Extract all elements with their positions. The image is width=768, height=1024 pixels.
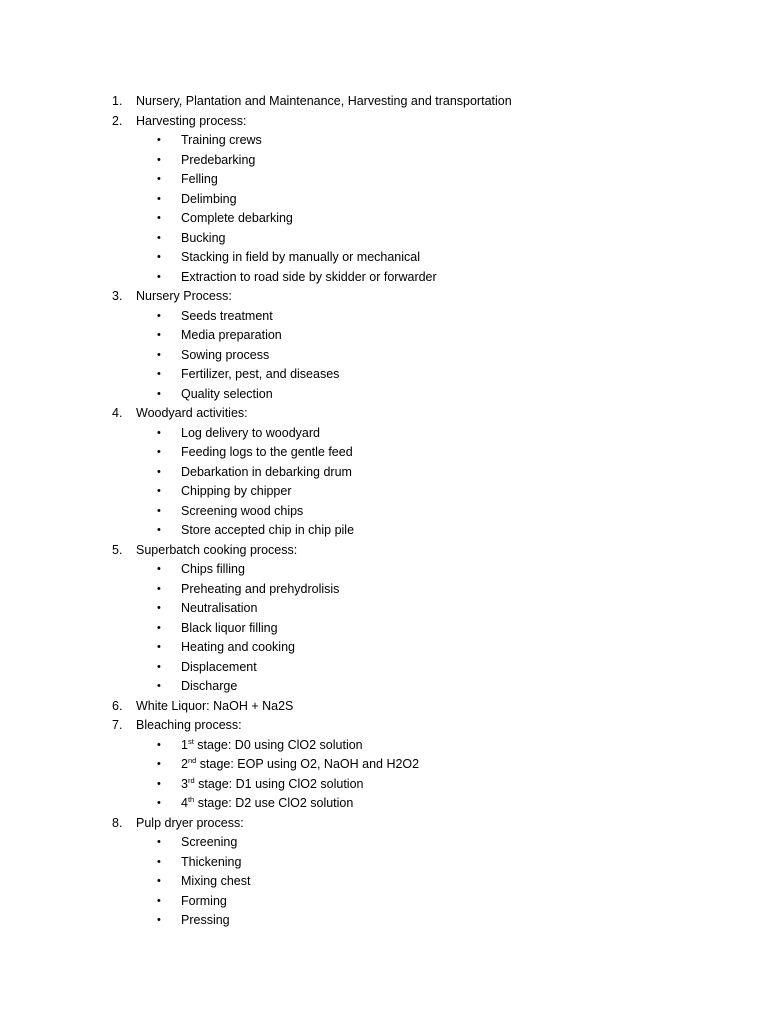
item-number: 7. — [112, 718, 123, 732]
bullet-text: Seeds treatment — [181, 308, 273, 323]
stage-suffix: st — [187, 736, 194, 746]
numbered-item — [0, 697, 768, 717]
bullet-text: Screening wood chips — [181, 503, 304, 518]
stage-description: stage: EOP using O2, NaOH and H2O2 — [196, 757, 420, 771]
bullet-text: Pressing — [181, 913, 230, 927]
item-title: Nursery Process: — [136, 289, 232, 303]
bullet-item — [0, 326, 768, 346]
bullet-item — [0, 365, 768, 385]
bullet-text: Felling — [181, 172, 218, 186]
bullet-icon: • — [157, 270, 161, 283]
bullet-icon: • — [157, 641, 161, 653]
stage-suffix: nd — [187, 755, 197, 765]
stage-ordinal: 1 — [181, 737, 188, 752]
bullet-item — [0, 502, 768, 522]
stage-description: stage: D0 using ClO2 solution — [193, 737, 363, 752]
bullet-text: Media preparation — [181, 328, 282, 342]
bullet-text — [181, 775, 363, 795]
item-number: 4. — [112, 406, 123, 420]
bullet-text: Store accepted chip in chip pile — [181, 523, 355, 537]
bullet-item — [0, 482, 768, 502]
bullet-text: Black liquor filling — [181, 620, 278, 635]
bullet-text — [181, 794, 353, 814]
bullet-item — [0, 424, 768, 444]
bullet-icon: • — [157, 426, 161, 439]
bullet-text: Preheating and prehydrolisis — [181, 581, 340, 596]
bullet-item — [0, 131, 768, 151]
bullet-icon: • — [157, 387, 161, 400]
item-title: Superbatch cooking process: — [136, 542, 298, 557]
bullet-icon: • — [157, 329, 161, 341]
bullet-text: Heating and cooking — [181, 640, 295, 654]
bullet-icon: • — [157, 758, 161, 770]
bullet-item — [0, 580, 768, 600]
item-number: 6. — [112, 698, 123, 713]
bullet-icon: • — [157, 173, 161, 185]
bullet-item — [0, 892, 768, 912]
bullet-text: Predebarking — [181, 152, 256, 167]
item-title: Harvesting process: — [136, 113, 247, 128]
item-number: 3. — [112, 289, 123, 303]
bullet-item — [0, 619, 768, 639]
bullet-item — [0, 775, 768, 795]
bullet-text: Thickening — [181, 854, 242, 869]
bullet-icon: • — [157, 251, 161, 263]
bullet-text: Feeding logs to the gentle feed — [181, 445, 353, 459]
bullet-icon: • — [157, 894, 161, 907]
bullet-text: Quality selection — [181, 386, 273, 401]
bullet-icon: • — [157, 563, 161, 575]
bullet-icon: • — [157, 660, 161, 673]
bullet-item — [0, 833, 768, 853]
item-title: Woodyard activities: — [136, 406, 248, 420]
bullet-icon: • — [157, 368, 161, 380]
bullet-item — [0, 599, 768, 619]
bullet-item — [0, 853, 768, 873]
bullet-icon: • — [157, 582, 161, 595]
bullet-item — [0, 560, 768, 580]
bullet-icon: • — [157, 875, 161, 887]
bullet-text: Forming — [181, 893, 227, 908]
bullet-icon: • — [157, 836, 161, 848]
item-number: 5. — [112, 542, 123, 557]
bullet-text: Stacking in field by manually or mechanical — [181, 250, 421, 264]
bullet-icon: • — [157, 192, 161, 205]
bullet-item — [0, 736, 768, 756]
bullet-text — [181, 755, 419, 775]
bullet-item — [0, 677, 768, 697]
bullet-text: Bucking — [181, 230, 226, 245]
stage-description: stage: D2 use ClO2 solution — [194, 796, 354, 810]
numbered-item — [0, 92, 768, 112]
bullet-icon: • — [157, 524, 161, 536]
bullet-item — [0, 229, 768, 249]
bullet-item — [0, 307, 768, 327]
bullet-icon: • — [157, 485, 161, 497]
bullet-text: Delimbing — [181, 191, 237, 206]
bullet-item — [0, 658, 768, 678]
bullet-item — [0, 872, 768, 892]
item-title: Bleaching process: — [136, 718, 242, 732]
bullet-text: Displacement — [181, 659, 257, 674]
stage-description: stage: D1 using ClO2 solution — [194, 776, 364, 791]
item-title: Nursery, Plantation and Maintenance, Harvesting and transportation — [136, 94, 512, 108]
bullet-icon: • — [157, 621, 161, 634]
bullet-text — [181, 736, 363, 756]
bullet-icon: • — [157, 348, 161, 361]
bullet-item — [0, 190, 768, 210]
bullet-icon: • — [157, 738, 161, 751]
item-title: White Liquor: NaOH + Na2S — [136, 698, 294, 713]
bullet-icon: • — [157, 797, 161, 809]
numbered-item — [0, 716, 768, 736]
bullet-text: Debarkation in debarking drum — [181, 464, 352, 479]
bullet-text: Extraction to road side by skidder or forwarder — [181, 269, 437, 284]
bullet-icon: • — [157, 855, 161, 868]
bullet-icon: • — [157, 153, 161, 166]
bullet-icon: • — [157, 309, 161, 322]
bullet-item — [0, 794, 768, 814]
bullet-item — [0, 463, 768, 483]
bullet-text: Chips filling — [181, 562, 245, 576]
bullet-text: Mixing chest — [181, 874, 251, 888]
bullet-icon: • — [157, 680, 161, 692]
bullet-text: Complete debarking — [181, 211, 293, 225]
bullet-item — [0, 638, 768, 658]
bullet-item — [0, 755, 768, 775]
bullet-text: Sowing process — [181, 347, 270, 362]
bullet-icon: • — [157, 231, 161, 244]
bullet-item — [0, 911, 768, 931]
bullet-icon: • — [157, 446, 161, 458]
bullet-text: Training crews — [181, 133, 262, 147]
bullet-item — [0, 346, 768, 366]
stage-ordinal: 4 — [181, 796, 188, 810]
bullet-icon: • — [157, 504, 161, 517]
bullet-text: Log delivery to woodyard — [181, 425, 320, 440]
bullet-icon: • — [157, 602, 161, 614]
numbered-item — [0, 112, 768, 132]
bullet-item — [0, 521, 768, 541]
bullet-item — [0, 268, 768, 288]
bullet-item — [0, 248, 768, 268]
bullet-text: Chipping by chipper — [181, 484, 292, 498]
bullet-icon: • — [157, 914, 161, 926]
bullet-text: Screening — [181, 835, 238, 849]
item-number: 2. — [112, 113, 123, 128]
stage-ordinal: 3 — [181, 776, 188, 791]
bullet-text: Discharge — [181, 679, 238, 693]
item-title: Pulp dryer process: — [136, 815, 244, 830]
process-list — [0, 92, 768, 931]
numbered-item — [0, 541, 768, 561]
bullet-item — [0, 385, 768, 405]
item-number: 1. — [112, 94, 123, 108]
item-number: 8. — [112, 815, 123, 830]
bullet-icon: • — [157, 134, 161, 146]
numbered-item — [0, 404, 768, 424]
bullet-item — [0, 151, 768, 171]
bullet-icon: • — [157, 465, 161, 478]
bullet-icon: • — [157, 777, 161, 790]
bullet-text: Neutralisation — [181, 601, 258, 615]
bullet-item — [0, 443, 768, 463]
bullet-item — [0, 209, 768, 229]
stage-suffix: th — [187, 794, 195, 804]
bullet-icon: • — [157, 212, 161, 224]
stage-suffix: rd — [187, 775, 195, 785]
bullet-item — [0, 170, 768, 190]
numbered-item — [0, 814, 768, 834]
bullet-text: Fertilizer, pest, and diseases — [181, 367, 340, 381]
stage-ordinal: 2 — [181, 757, 188, 771]
numbered-item — [0, 287, 768, 307]
